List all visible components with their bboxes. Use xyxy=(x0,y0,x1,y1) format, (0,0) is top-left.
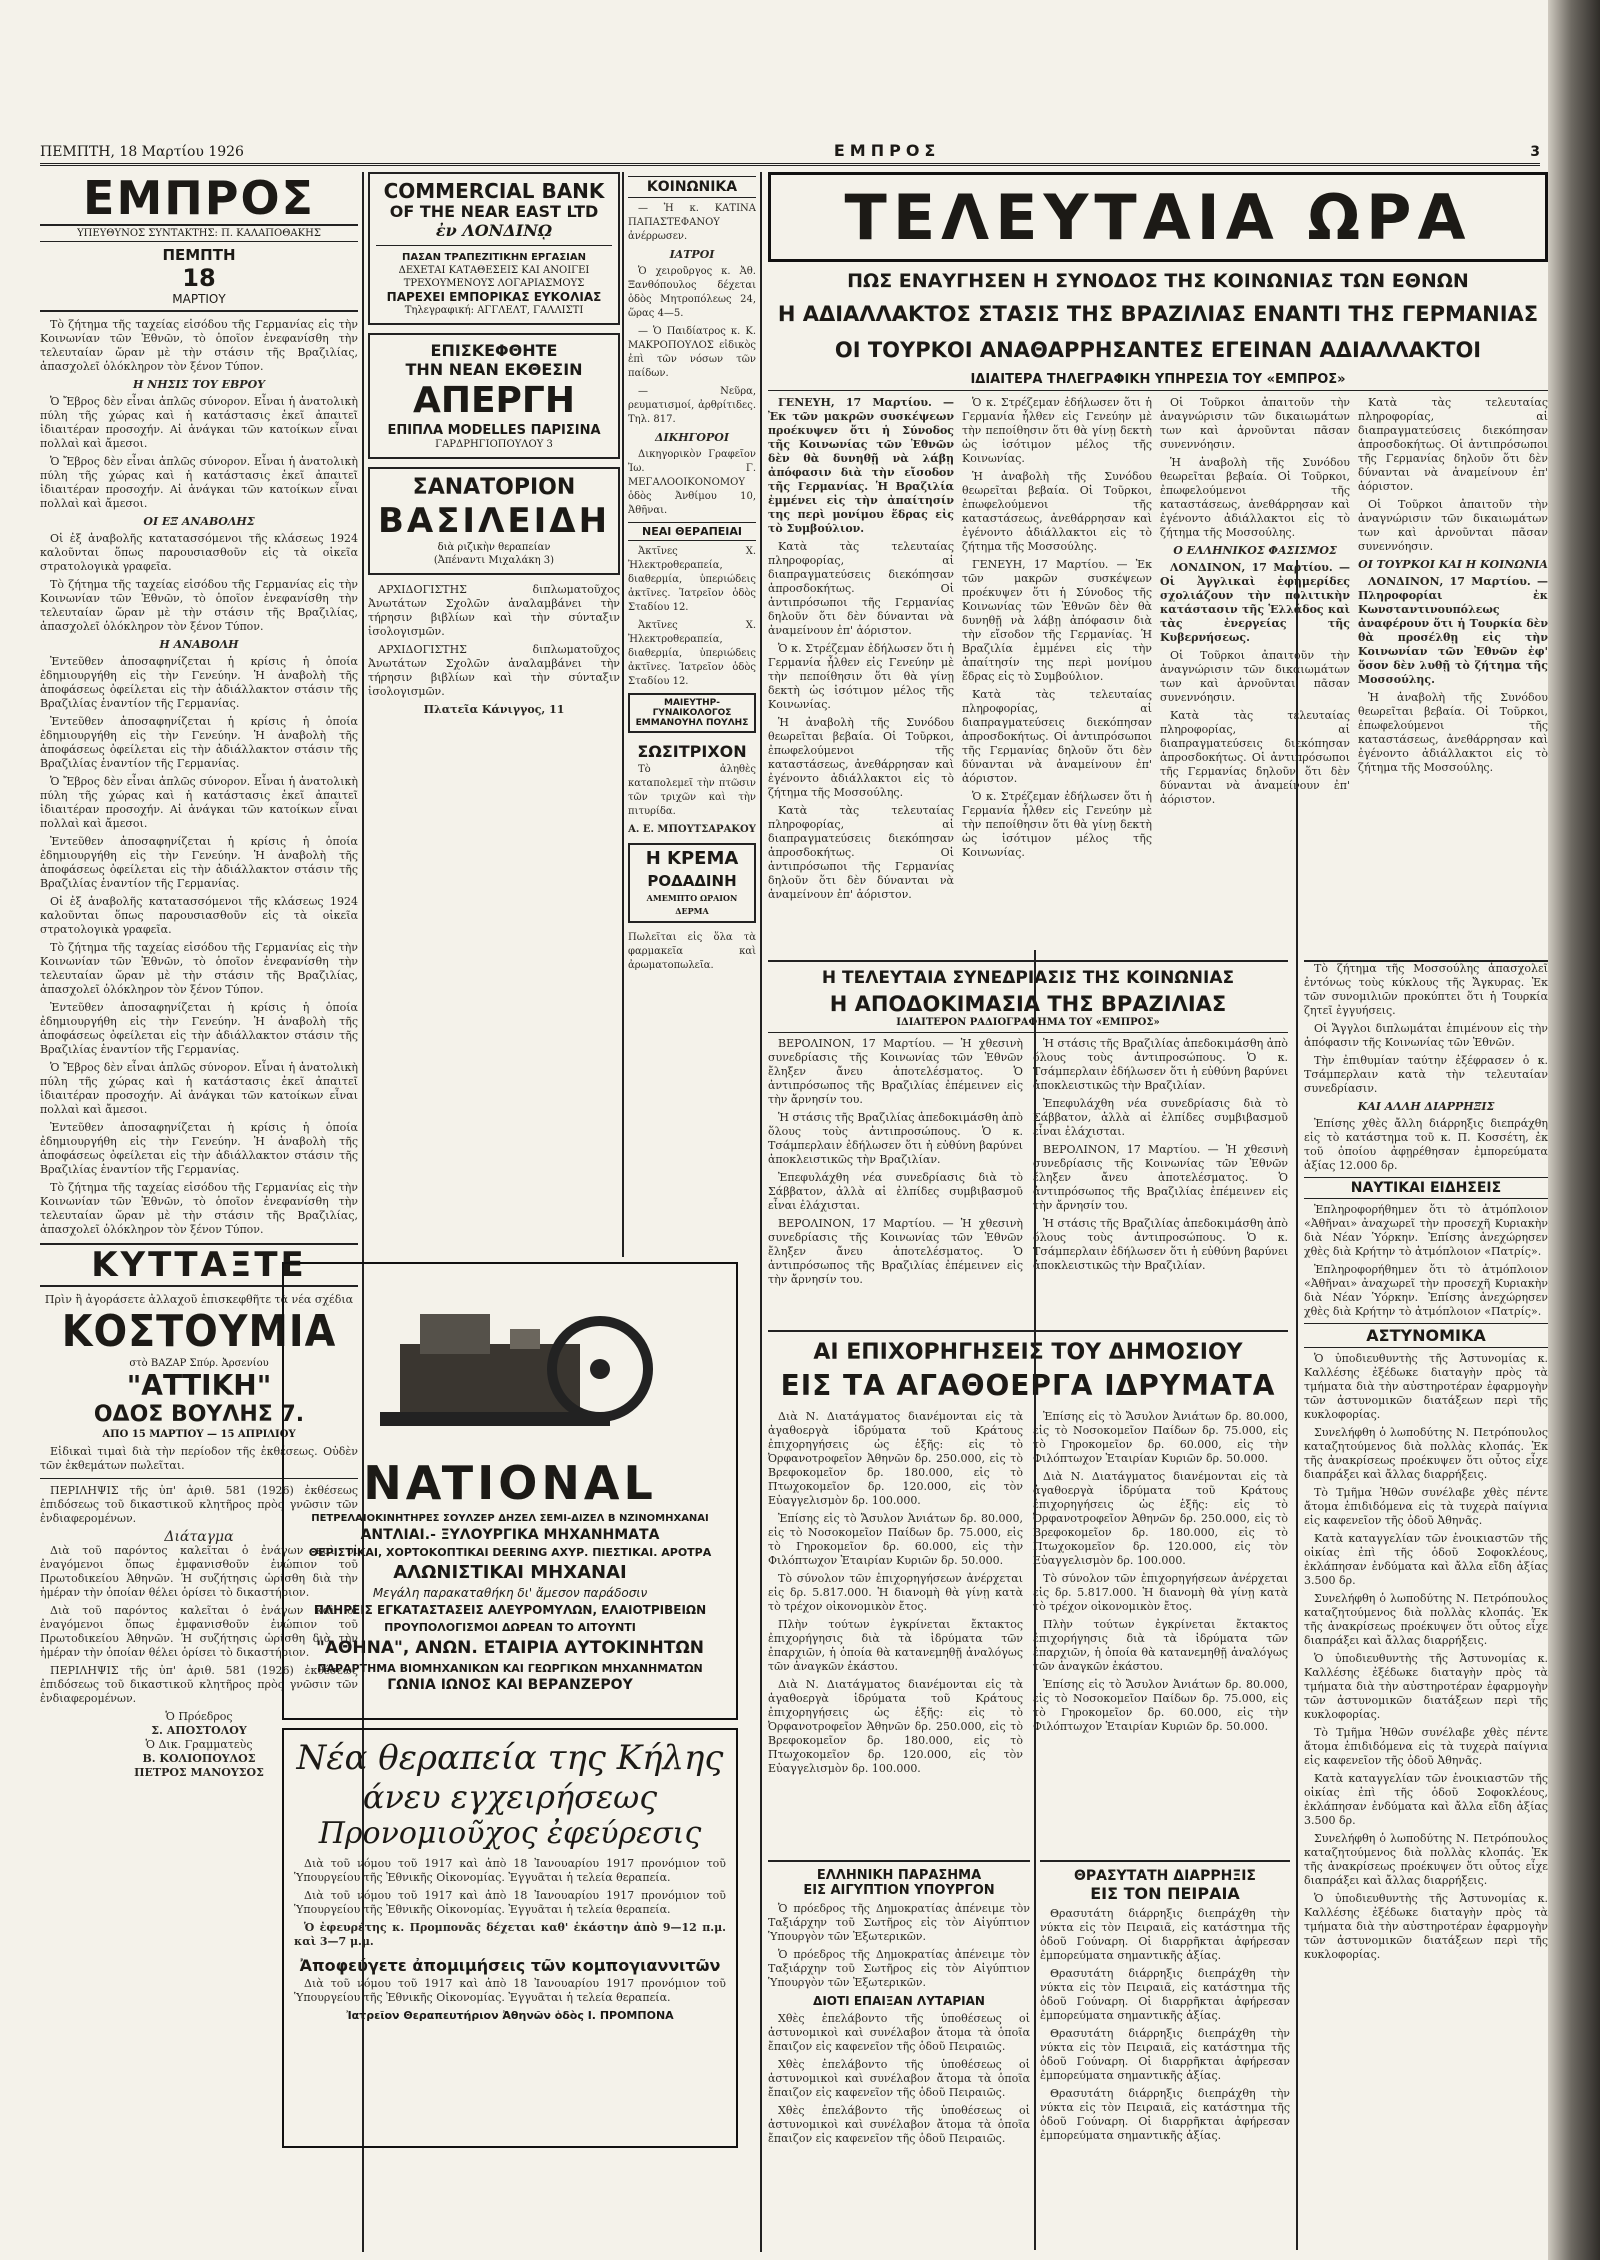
paragraph: Ἐντεῦθεν ἀποσαφηνίζεται ἡ κρίσις ἡ ὁποία ἐδημιουργήθη εἰς τὴν Γενεύην. Ἡ ἀναβολὴ τῆς ἀποφάσεως ὀφείλεται εἰς τὴν ἀδιάλλακτον στάσιν τῆς Βραζιλίας ἐναντίον τῆς Γερμανίας. xyxy=(40,1001,358,1056)
column-3 xyxy=(628,172,756,1257)
paragraph: Ἐντεῦθεν ἀποσαφηνίζεται ἡ κρίσις ἡ ὁποία ἐδημιουργήθη εἰς τὴν Γενεύην. Ἡ ἀναβολὴ τῆς ἀποφάσεως ὀφείλεται εἰς τὴν ἀδιάλλακτον στάσιν τῆς Βραζιλίας ἐναντίον τῆς Γερμανίας. xyxy=(40,655,358,710)
paragraph: Οἱ ἐξ ἀναβολῆς κατατασσόμενοι τῆς κλάσεως 1924 καλοῦνται ὅπως παρουσιασθοῦν εἰς τὰ οἰκεῖα στρατολογικὰ γραφεῖα. xyxy=(40,532,358,573)
paragraph: Ἐπληροφορήθημεν ὅτι τὸ ἀτμόπλοιον «Ἀθῆναι» ἀναχωρεῖ τὴν προσεχῆ Κυριακὴν διὰ Νέαν Ὑόρκην. Ἐπίσης ἀνεχώρησεν χθὲς διὰ Κρήτην τὸ ἀτμόπλοιον «Πατρίς». xyxy=(1304,1203,1548,1258)
paragraph: Πλὴν τούτων ἐγκρίνεται ἔκτακτος ἐπιχορήγησις διὰ τὰ ἱδρύματα τῶν ἐπαρχιῶν, ἡ ὁποία θὰ κατανεμηθῇ ἀναλόγως τῶν ἀναγκῶν ἑκάστου. xyxy=(768,1618,1023,1673)
ad-line: ΒΑΣΙΛΕΙΔΗ xyxy=(377,501,611,541)
ad-line: Νέα θεραπεία της Κήλης xyxy=(296,1738,724,1778)
headline: ΙΔΙΑΙΤΕΡΟΝ ΡΑΔΙΟΓΡΑΦΗΜΑ ΤΟΥ «ΕΜΠΡΟΣ» xyxy=(768,1016,1288,1033)
headline: ΑΙ ΕΠΙΧΟΡΗΓΗΣΕΙΣ ΤΟΥ ΔΗΜΟΣΙΟΥ xyxy=(813,1340,1243,1365)
ad-text xyxy=(628,763,756,837)
paragraph: Πλὴν τούτων ἐγκρίνεται ἔκτακτος ἐπιχορήγησις διὰ τὰ ἱδρύματα τῶν ἐπαρχιῶν, ἡ ὁποία θὰ κατανεμηθῇ ἀναλόγως τῶν ἀναγκῶν ἑκάστου. xyxy=(1033,1618,1288,1673)
ad-bazaar: στὸ ΒΑΖΑΡ Σπύρ. Ἀρσενίου xyxy=(129,1358,269,1369)
paragraph: Ἐντεῦθεν ἀποσαφηνίζεται ἡ κρίσις ἡ ὁποία ἐδημιουργήθη εἰς τὴν Γενεύην. Ἡ ἀναβολὴ τῆς ἀποφάσεως ὀφείλεται εἰς τὴν ἀδιάλλακτον στάσιν τῆς Βραζιλίας ἐναντίον τῆς Γερμανίας. xyxy=(40,1121,358,1176)
headline: ΘΡΑΣΥΤΑΤΗ ΔΙΑΡΡΗΞΙΣ xyxy=(1074,1868,1256,1884)
article-body xyxy=(768,1902,1030,1990)
headline: ΕΙΣ ΑΙΓΥΠΤΙΟΝ ΥΠΟΥΡΓΟΝ xyxy=(803,1883,995,1898)
story-col xyxy=(1033,1037,1288,1291)
ad-line: Η ΚΡΕΜΑ xyxy=(645,848,739,869)
signature: ΠΕΤΡΟΣ ΜΑΝΟΥΣΟΣ xyxy=(134,1766,264,1779)
paragraph: Διὰ τοῦ παρόντος καλεῖται ὁ ἐνάγων καὶ οἱ ἐναγόμενοι ὅπως ἐμφανισθοῦν ἐνώπιον τοῦ Πρωτοδικείου Ἀθηνῶν. Ἡ συζήτησις ὡρίσθη διὰ τὴν ἡμέραν τὴν ὁποίαν θέλει ὁρίσει τὸ δικαστήριον. xyxy=(40,1604,358,1659)
column-rule xyxy=(760,172,762,2252)
director-line: ΥΠΕΥΘΥΝΟΣ ΣΥΝΤΑΚΤΗΣ: Π. ΚΑΛΑΠΟΘΑΚΗΣ xyxy=(40,226,358,242)
subheading: ΔΙΚΗΓΟΡΟΙ xyxy=(654,431,730,444)
story-col xyxy=(768,1410,1023,1780)
paragraph: Κατὰ τὰς τελευταίας πληροφορίας, αἱ διαπραγματεύσεις διεκόπησαν ἀπροσδοκήτως. Οἱ ἀντιπρόσωποι τῆς Γερμανίας δηλοῦν ὅτι δὲν δύνανται νὰ ἀναμείνουν ἐπ' ἀόριστον. xyxy=(768,804,954,901)
headline: ΔΙΟΤΙ ΕΠΑΙΞΑΝ ΛΥΤΑΡΙΑΝ xyxy=(813,1994,985,2008)
headline: ΙΔΙΑΙΤΕΡΑ ΤΗΛΕΓΡΑΦΙΚΗ ΥΠΗΡΕΣΙΑ ΤΟΥ «ΕΜΠΡΟΣ» xyxy=(768,372,1548,391)
paragraph: ΒΕΡΟΛΙΝΟΝ, 17 Μαρτίου. — Ἡ χθεσινὴ συνεδρίασις τῆς Κοινωνίας τῶν Ἐθνῶν ἔληξεν ἄνευ ἀποτελέσματος. Ὁ ἀντιπρόσωπος τῆς Βραζιλίας ἐπέμεινεν εἰς τὴν ἄρνησίν του. xyxy=(768,1217,1023,1286)
paragraph: ΓΕΝΕΥΗ, 17 Μαρτίου. — Ἐκ τῶν μακρῶν συσκέψεων προέκυψεν ὅτι ἡ Σύνοδος τῆς Κοινωνίας τῶν Ἐθνῶν δὲν θὰ δυνηθῇ νὰ λάβῃ ἀπόφασιν διὰ τὴν εἴσοδον τῆς Γερμανίας. Ἡ Βραζιλία ἐμμένει εἰς τὴν ἀπαίτησίν της περὶ μονίμου ἕδρας εἰς τὸ Συμβούλιον. xyxy=(962,558,1152,683)
paragraph: Ἡ ἀναβολὴ τῆς Συνόδου θεωρεῖται βεβαία. Οἱ Τοῦρκοι, ἐπωφελούμενοι τῆς καταστάσεως, ἀνεθάρρησαν καὶ ἐγένοντο ἀδιάλλακτοι εἰς τὸ ζήτημα τῆς Μοσσούλης. xyxy=(768,716,954,799)
masthead-title: ΕΜΠΡΟΣ xyxy=(40,172,358,226)
running-head-title: ΕΜΠΡΟΣ xyxy=(833,141,941,160)
paragraph: Ἐντεῦθεν ἀποσαφηνίζεται ἡ κρίσις ἡ ὁποία ἐδημιουργήθη εἰς τὴν Γενεύην. Ἡ ἀναβολὴ τῆς ἀποφάσεως ὀφείλεται εἰς τὴν ἀδιάλλακτον στάσιν τῆς Βραζιλίας ἐναντίον τῆς Γερμανίας. xyxy=(40,715,358,770)
paragraph: Ὁ ὑποδιευθυντὴς τῆς Ἀστυνομίας κ. Καλλέσης ἐξέδωκε διαταγὴν πρὸς τὰ τμήματα διὰ τὴν αὐστηροτέραν ἐφαρμογὴν τῶν ἀστυνομικῶν διατάξεων περὶ τῆς κυκλοφορίας. xyxy=(1304,1352,1548,1421)
paragraph: Κατὰ καταγγελίαν τῶν ἐνοικιαστῶν τῆς οἰκίας ἐπὶ τῆς ὁδοῦ Σοφοκλέους, ἐκλάπησαν ἐνδύματα καὶ ἄλλα εἴδη ἀξίας 3.500 δρ. xyxy=(1304,1532,1548,1587)
article-body xyxy=(628,202,756,518)
paragraph: Ὁ κ. Στρέζεμαν ἐδήλωσεν ὅτι ἡ Γερμανία ἦλθεν εἰς Γενεύην μὲ τὴν πεποίθησιν ὅτι θὰ γίνῃ δεκτὴ ὡς ἰσότιμον μέλος τῆς Κοινωνίας. xyxy=(962,396,1152,465)
paragraph: Διὰ Ν. Διατάγματος διανέμονται εἰς τὰ ἀγαθοεργὰ ἱδρύματα τοῦ Κράτους ἐπιχορηγήσεις ὡς ἑξῆς: εἰς τὸ Ὀρφανοτροφεῖον Ἀθηνῶν δρ. 250.000, εἰς τὸ Βρεφοκομεῖον δρ. 180.000, εἰς τὸ Πτωχοκομεῖον δρ. 120.000, εἰς τὸν Εὐαγγελισμὸν δρ. 100.000. xyxy=(1033,1470,1288,1567)
article-body xyxy=(1040,1907,1290,2143)
paragraph: Ὁ ὑποδιευθυντὴς τῆς Ἀστυνομίας κ. Καλλέσης ἐξέδωκε διαταγὴν πρὸς τὰ τμήματα διὰ τὴν αὐστηροτέραν ἐφαρμογὴν τῶν ἀστυνομικῶν διατάξεων περὶ τῆς κυκλοφορίας. xyxy=(1304,1892,1548,1961)
headline: ΕΙΣ ΤΑ ΑΓΑΘΟΕΡΓΑ ΙΔΡΥΜΑΤΑ xyxy=(780,1369,1276,1402)
paragraph: Ἡ στάσις τῆς Βραζιλίας ἀπεδοκιμάσθη ἀπὸ ὅλους τοὺς ἀντιπροσώπους. Ὁ κ. Τσάμπερλαιν ἐδήλωσεν ὅτι ἡ εὐθύνη βαρύνει ἀποκλειστικῶς τὴν Βραζιλίαν. xyxy=(768,1111,1023,1166)
signature: Σ. ΑΠΟΣΤΟΛΟΥ xyxy=(151,1724,247,1737)
paragraph: Οἱ Τοῦρκοι ἀπαιτοῦν τὴν ἀναγνώρισιν τῶν δικαιωμάτων των καὶ ἀρνοῦνται πᾶσαν συνεννόησιν. xyxy=(1160,649,1350,704)
third-story xyxy=(768,1330,1288,1850)
paragraph: Διὰ τοῦ παρόντος καλεῖται ὁ ἐνάγων καὶ οἱ ἐναγόμενοι ὅπως ἐμφανισθοῦν ἐνώπιον τοῦ Πρωτοδικείου Ἀθηνῶν. Ἡ συζήτησις ὡρίσθη διὰ τὴν ἡμέραν τὴν ὁποίαν θέλει ὁρίσει τὸ δικαστήριον. xyxy=(40,1544,358,1599)
paragraph: Θρασυτάτη διάρρηξις διεπράχθη τὴν νύκτα εἰς τὸν Πειραιᾶ, εἰς κατάστημα τῆς ὁδοῦ Γούναρη. Οἱ διαρρῆκται ἀφήρεσαν ἐμπορεύματα σημαντικῆς ἀξίας. xyxy=(1040,2027,1290,2082)
article-body xyxy=(1304,1203,1548,1319)
paragraph: — Νεῦρα, ρευματισμοί, ἀρθρίτιδες. Τηλ. 817. xyxy=(628,386,756,425)
ad-nea-therapeia xyxy=(282,1728,738,2148)
running-head xyxy=(40,140,1540,166)
paragraph: Ἐπίσης εἰς τὸ Ἄσυλον Ἀνιάτων δρ. 80.000, εἰς τὸ Νοσοκομεῖον Παίδων δρ. 75.000, εἰς τὸ Γηροκομεῖον δρ. 60.000, εἰς τὴν Φιλόπτωχον Ἑταιρίαν Κυριῶν δρ. 50.000. xyxy=(768,1512,1023,1567)
ad-line: ΑΛΩΝΙΣΤΙΚΑΙ ΜΗΧΑΝΑΙ xyxy=(393,1562,627,1583)
ad-archilogistis xyxy=(368,583,620,717)
subheading: ΙΑΤΡΟΙ xyxy=(669,248,715,261)
main-story-col-3 xyxy=(1160,396,1350,956)
article-body xyxy=(40,318,358,1237)
second-story xyxy=(768,960,1288,1320)
subheading: ΟΙ ΕΞ ΑΝΑΒΟΛΗΣ xyxy=(143,515,255,528)
ad-body xyxy=(284,1857,736,1949)
paragraph: Οἱ Τοῦρκοι ἀπαιτοῦν τὴν ἀναγνώρισιν τῶν δικαιωμάτων των καὶ ἀρνοῦνται πᾶσαν συνεννόησιν. xyxy=(1358,498,1548,553)
signature: Β. ΚΟΛΙΟΠΟΥΛΟΣ xyxy=(142,1752,256,1765)
paragraph: Τὸ ζήτημα τῆς Μοσσούλης ἀπασχολεῖ ἐντόνως τοὺς κύκλους τῆς Ἄγκυρας. Ἐκ τῶν συνομιλιῶν προκύπτει ὅτι ἡ Τουρκία ζητεῖ ἐγγυήσεις. xyxy=(1304,962,1548,1017)
bottom-story-left xyxy=(768,1860,1030,2250)
paragraph: — Ἡ κ. ΚΑΤΙΝΑ ΠΑΠΑΣΤΕΦΑΝΟΥ ἀνέρρωσεν. xyxy=(628,203,756,242)
scan-edge xyxy=(1548,0,1600,2260)
paragraph: ΒΕΡΟΛΙΝΟΝ, 17 Μαρτίου. — Ἡ χθεσινὴ συνεδρίασις τῆς Κοινωνίας τῶν Ἐθνῶν ἔληξεν ἄνευ ἀποτελέσματος. Ὁ ἀντιπρόσωπος τῆς Βραζιλίας ἐπέμεινεν εἰς τὴν ἄρνησίν του. xyxy=(1033,1143,1288,1212)
ad-line: άνευ εγχειρήσεως xyxy=(362,1778,658,1816)
paragraph: Ἡ στάσις τῆς Βραζιλίας ἀπεδοκιμάσθη ἀπὸ ὅλους τοὺς ἀντιπροσώπους. Ὁ κ. Τσάμπερλαιν ἐδήλωσεν ὅτι ἡ εὐθύνη βαρύνει ἀποκλειστικῶς τὴν Βραζιλίαν. xyxy=(1033,1037,1288,1092)
national-title: NATIONAL xyxy=(363,1456,657,1510)
ad-kyttaxte: ΚΥΤΤΑΞΤΕ xyxy=(40,1243,358,1287)
paragraph: Τὴν ἐπιθυμίαν ταύτην ἐξέφρασεν ὁ κ. Τσάμπερλαιν κατὰ τὴν τελευταίαν συνεδρίασιν. xyxy=(1304,1054,1548,1095)
ad-sanatorium xyxy=(368,467,620,575)
paragraph: Ὁ χειροῦργος κ. Ἀθ. Ξανθόπουλος δέχεται ὁδὸς Μητροπόλεως 24, ὥρας 4—5. xyxy=(628,266,756,319)
bank-line: OF THE NEAR EAST LTD xyxy=(389,202,599,221)
ad-maieutir xyxy=(628,693,756,733)
section-koinonika: ΚΟΙΝΩΝΙΚΑ xyxy=(628,176,756,198)
paragraph: Ἡ ἀναβολὴ τῆς Συνόδου θεωρεῖται βεβαία. Οἱ Τοῦρκοι, ἐπωφελούμενοι τῆς καταστάσεως, ἀνεθάρρησαν καὶ ἐγένοντο ἀδιάλλακτοι εἰς τὸ ζήτημα τῆς Μοσσούλης. xyxy=(1358,691,1548,774)
banner-teleftaia-ora xyxy=(768,172,1548,262)
paragraph: Ἀκτῖνες Χ. Ἠλεκτροθεραπεία, διαθερμία, ὑπεριώδεις ἀκτῖνες. Ἰατρεῖον ὁδὸς Σταδίου 12. xyxy=(628,620,756,687)
ad-line: ΕΠΙΠΛΑ MODELLES ΠΑΡΙΣΙΝΑ xyxy=(387,423,601,438)
bottom-story-right xyxy=(1040,1860,1290,2250)
headline: ΟΙ ΤΟΥΡΚΟΙ ΑΝΑΘΑΡΡΗΣΑΝΤΕΣ ΕΓΕΙΝΑΝ ΑΔΙΑΛΛΑΚΤΟΙ xyxy=(834,338,1482,362)
headline: Η ΑΠΟΔΟΚΙΜΑΣΙΑ ΤΗΣ ΒΡΑΖΙΛΙΑΣ xyxy=(829,992,1227,1016)
ad-line: ΜΑΙΕΥΤΗΡ-ΓΥΝΑΙΚΟΛΟΓΟΣ xyxy=(652,698,732,718)
paragraph: Εἰδικαὶ τιμαὶ διὰ τὴν περίοδον τῆς ἐκθέσεως. Οὐδὲν τῶν ἐκθεμάτων πωλεῖται. xyxy=(40,1445,358,1472)
ad-line: Προνομιοῦχος ἐφεύρεσις xyxy=(318,1816,702,1851)
article-body xyxy=(768,2012,1030,2146)
ad-line: ΓΩΝΙΑ ΙΩΝΟΣ ΚΑΙ ΒΕΡΑΝΖΕΡΟΥ xyxy=(387,1677,633,1693)
signature: Ὁ Δικ. Γραμματεὺς xyxy=(145,1738,253,1751)
paragraph: ΠΕΡΙΛΗΨΙΣ τῆς ὑπ' ἀριθ. 581 (1926) ἐκθέσεως ἐπιδόσεως τοῦ δικαστικοῦ κλητῆρος πρὸς γνῶσιν τῶν ἐνδιαφερομένων. xyxy=(40,1664,358,1705)
subheading: Ο ΕΛΛΗΝΙΚΟΣ ΦΑΣΙΣΜΟΣ xyxy=(1173,544,1337,557)
date-block xyxy=(40,242,358,312)
main-story-col-1 xyxy=(768,396,954,956)
ad-line: ΠΡΟΥΠΟΛΟΓΙΣΜΟΙ ΔΩΡΕΑΝ ΤΟ ΑΙΤΟΥΝΤΙ xyxy=(384,1621,636,1634)
paragraph: ΑΡΧΙΔΟΓΙΣΤΗΣ διπλωματοῦχος Ἀνωτάτων Σχολῶν ἀναλαμβάνει τὴν τήρησιν βιβλίων καὶ τὴν σύνταξιν ἰσολογισμῶν. xyxy=(368,643,620,698)
column-2 xyxy=(368,172,620,1252)
paragraph: Θρασυτάτη διάρρηξις διεπράχθη τὴν νύκτα εἰς τὸν Πειραιᾶ, εἰς κατάστημα τῆς ὁδοῦ Γούναρη. Οἱ διαρρῆκται ἀφήρεσαν ἐμπορεύματα σημαντικῆς ἀξίας. xyxy=(1040,1907,1290,1962)
paragraph: Κατὰ τὰς τελευταίας πληροφορίας, αἱ διαπραγματεύσεις διεκόπησαν ἀπροσδοκήτως. Οἱ ἀντιπρόσωποι τῆς Γερμανίας δηλοῦν ὅτι δὲν δύνανται νὰ ἀναμείνουν ἐπ' ἀόριστον. xyxy=(1160,709,1350,806)
ad-period: ΑΠΟ 15 ΜΑΡΤΙΟΥ — 15 ΑΠΡΙΛΙΟΥ xyxy=(102,1429,296,1440)
article-body xyxy=(1304,1352,1548,1962)
paragraph: Ὁ ὑποδιευθυντὴς τῆς Ἀστυνομίας κ. Καλλέσης ἐξέδωκε διαταγὴν πρὸς τὰ τμήματα διὰ τὴν αὐστηροτέραν ἐφαρμογὴν τῶν ἀστυνομικῶν διατάξεων περὶ τῆς κυκλοφορίας. xyxy=(1304,1652,1548,1721)
ad-attiki: "ΑΤΤΙΚΗ" xyxy=(126,1369,272,1402)
paragraph: Κατὰ τὰς τελευταίας πληροφορίας, αἱ διαπραγματεύσεις διεκόπησαν ἀπροσδοκήτως. Οἱ ἀντιπρόσωποι τῆς Γερμανίας δηλοῦν ὅτι δὲν δύνανται νὰ ἀναμείνουν ἐπ' ἀόριστον. xyxy=(1358,396,1548,493)
story-col xyxy=(768,1037,1023,1291)
paragraph: Ἀκτῖνες Χ. Ἠλεκτροθεραπεία, διαθερμία, ὑπεριώδεις ἀκτῖνες. Ἰατρεῖον ὁδὸς Σταδίου 12. xyxy=(628,546,756,613)
ad-line: ΑΜΕΜΠΤΟ ΩΡΑΙΟΝ ΔΕΡΜΑ xyxy=(646,893,738,916)
engine-illustration xyxy=(360,1274,660,1444)
paragraph: Ἐπεφυλάχθη νέα συνεδρίασις διὰ τὸ Σάββατον, ἀλλὰ αἱ ἐλπίδες συμβιβασμοῦ εἶναι ἐλάχισται. xyxy=(1033,1097,1288,1138)
bank-line: Τηλεγραφική: ΑΓΓΛΕΛΤ, ΓΑΛΛΙΣΤΙ xyxy=(404,305,584,316)
ad-line: ΑΝΤΛΙΑΙ.- ΞΥΛΟΥΡΓΙΚΑ ΜΗΧΑΝΗΜΑΤΑ xyxy=(360,1527,660,1543)
paragraph: Χθὲς ἐπελάβοντο τῆς ὑποθέσεως οἱ ἀστυνομικοὶ καὶ συνέλαβον ἄτομα τὰ ὁποῖα ἔπαιζον εἰς καφενεῖον τῆς ὁδοῦ Πειραιῶς. xyxy=(768,2104,1030,2145)
subheading: ΟΙ ΤΟΥΡΚΟΙ ΚΑΙ Η ΚΟΙΝΩΝΙΑ xyxy=(1358,558,1548,571)
paragraph: Οἱ Ἄγγλοι διπλωμάται ἐπιμένουν εἰς τὴν ἀπόφασιν τῆς Κοινωνίας τῶν Ἐθνῶν. xyxy=(1304,1022,1548,1049)
paragraph: Δικηγορικὸν Γραφεῖον Ἰω. Γ. ΜΕΓΑΛΟΟΙΚΟΝΟΜΟΥ ὁδὸς Ἀνθίμου 10, Ἀθῆναι. xyxy=(628,449,756,516)
paragraph: Τὸ ἀληθὲς καταπολεμεῖ τὴν πτῶσιν τῶν τριχῶν καὶ τὴν πιτυρίδα. xyxy=(628,764,756,817)
ad-line: (Ἀπέναντι Μιχαλάκη 3) xyxy=(433,555,555,566)
ad-line: ΠΑΡΑΡΤΗΜΑ ΒΙΟΜΗΧΑΝΙΚΩΝ ΚΑΙ ΓΕΩΡΓΙΚΩΝ ΜΗΧΑΝΗΜΑΤΩΝ xyxy=(317,1662,703,1675)
paragraph: Οἱ Τοῦρκοι ἀπαιτοῦν τὴν ἀναγνώρισιν τῶν δικαιωμάτων των καὶ ἀρνοῦνται πᾶσαν συνεννόησιν. xyxy=(1160,396,1350,451)
paragraph: Τὸ σύνολον τῶν ἐπιχορηγήσεων ἀνέρχεται εἰς δρ. 5.817.000. Ἡ διανομὴ θὰ γίνῃ κατὰ τὸ τρέχον οἰκονομικὸν ἔτος. xyxy=(768,1572,1023,1613)
paragraph: ΠΕΡΙΛΗΨΙΣ τῆς ὑπ' ἀριθ. 581 (1926) ἐκθέσεως ἐπιδόσεως τοῦ δικαστικοῦ κλητῆρος πρὸς γνῶσιν τῶν ἐνδιαφερομένων. xyxy=(40,1484,358,1525)
paragraph: Ὁ πρόεδρος τῆς Δημοκρατίας ἀπένειμε τὸν Ταξιάρχην τοῦ Σωτῆρος εἰς τὸν Αἰγύπτιον Ὑπουργὸν τῶν Ἐξωτερικῶν. xyxy=(768,1902,1030,1943)
ad-line: διὰ ριζικὴν θεραπείαν xyxy=(437,542,551,553)
page-number: 3 xyxy=(1530,144,1540,160)
paragraph: ΒΕΡΟΛΙΝΟΝ, 17 Μαρτίου. — Ἡ χθεσινὴ συνεδρίασις τῆς Κοινωνίας τῶν Ἐθνῶν ἔληξεν ἄνευ ἀποτελέσματος. Ὁ ἀντιπρόσωπος τῆς Βραζιλίας ἐπέμεινεν εἰς τὴν ἄρνησίν του. xyxy=(768,1037,1023,1106)
ad-national xyxy=(282,1262,738,1720)
section-naftikai: ΝΑΥΤΙΚΑΙ ΕΙΔΗΣΕΙΣ xyxy=(1304,1177,1548,1199)
ad-line: Α. Ε. ΜΠΟΥΤΣΑΡΑΚΟΥ xyxy=(628,824,756,835)
paragraph: Ἡ ἀναβολὴ τῆς Συνόδου θεωρεῖται βεβαία. Οἱ Τοῦρκοι, ἐπωφελούμενοι τῆς καταστάσεως, ἀνεθάρρησαν καὶ ἐγένοντο ἀδιάλλακτοι εἰς τὸ ζήτημα τῆς Μοσσούλης. xyxy=(962,470,1152,553)
subheading: Η ΑΝΑΒΟΛΗ xyxy=(159,638,239,651)
ad-commercial-bank xyxy=(368,172,620,325)
paragraph: Τὸ Τμῆμα Ἠθῶν συνέλαβε χθὲς πέντε ἄτομα ἐπιδιδόμενα εἰς τὰ τυχερὰ παίγνια εἰς καφενεῖον τῆς ὁδοῦ Ἀθηνᾶς. xyxy=(1304,1726,1548,1767)
paragraph: Κατὰ τὰς τελευταίας πληροφορίας, αἱ διαπραγματεύσεις διεκόπησαν ἀπροσδοκήτως. Οἱ ἀντιπρόσωποι τῆς Γερμανίας δηλοῦν ὅτι δὲν δύνανται νὰ ἀναμείνουν ἐπ' ἀόριστον. xyxy=(768,540,954,637)
month-name: ΜΑΡΤΙΟΥ xyxy=(172,292,226,306)
ad-text: Πωλεῖται εἰς ὅλα τὰ φαρμακεῖα καὶ ἀρωματοπωλεῖα. xyxy=(628,932,756,971)
ad-apergi xyxy=(368,333,620,459)
paragraph: ΓΕΝΕΥΗ, 17 Μαρτίου. — Ἐκ τῶν μακρῶν συσκέψεων προέκυψεν ὅτι ἡ Σύνοδος τῆς Κοινωνίας τῶν Ἐθνῶν δὲν θὰ δυνηθῇ νὰ λάβῃ ἀπόφασιν διὰ τὴν εἴσοδον τῆς Γερμανίας. Ἡ Βραζιλία ἐμμένει εἰς τὴν ἀπαίτησίν της περὶ μονίμου ἕδρας εἰς τὸ Συμβούλιον. xyxy=(768,396,954,535)
paragraph: Ὁ Ἔβρος δὲν εἶναι ἁπλῶς σύνορον. Εἶναι ἡ ἀνατολικὴ πύλη τῆς χώρας καὶ ἡ κατάστασις ἐκεῖ ἀπαιτεῖ ἰδιαιτέραν προσοχήν. Αἱ ἀνάγκαι τῶν κατοίκων εἶναι πολλαὶ καὶ ἄμεσοι. xyxy=(40,775,358,830)
paragraph: Χθὲς ἐπελάβοντο τῆς ὑποθέσεως οἱ ἀστυνομικοὶ καὶ συνέλαβον ἄτομα τὰ ὁποῖα ἔπαιζον εἰς καφενεῖον τῆς ὁδοῦ Πειραιῶς. xyxy=(768,2058,1030,2099)
paragraph: Συνελήφθη ὁ λωποδύτης Ν. Πετρόπουλος καταζητούμενος διὰ πολλὰς κλοπάς. Ἐκ τῆς ἀνακρίσεως προέκυψεν ὅτι οὗτος εἶχε διαπράξει καὶ ἄλλας διαρρήξεις. xyxy=(1304,1832,1548,1887)
ad-text: Πρὶν ἢ ἀγοράσετε ἀλλαχοῦ ἐπισκεφθῆτε τὰ νέα σχέδια xyxy=(44,1293,354,1306)
paragraph: Ὁ Ἔβρος δὲν εἶναι ἁπλῶς σύνορον. Εἶναι ἡ ἀνατολικὴ πύλη τῆς χώρας καὶ ἡ κατάστασις ἐκεῖ ἀπαιτεῖ ἰδιαιτέραν προσοχήν. Αἱ ἀνάγκαι τῶν κατοίκων εἶναι πολλαὶ καὶ ἄμεσοι. xyxy=(40,1061,358,1116)
paragraph: Ἐπίσης εἰς τὸ Ἄσυλον Ἀνιάτων δρ. 80.000, εἰς τὸ Νοσοκομεῖον Παίδων δρ. 75.000, εἰς τὸ Γηροκομεῖον δρ. 60.000, εἰς τὴν Φιλόπτωχον Ἑταιρίαν Κυριῶν δρ. 50.000. xyxy=(1033,1410,1288,1465)
ad-line: ΡΟΔΑΔΙΝΗ xyxy=(647,872,737,890)
day-name: ΠΕΜΠΤΗ xyxy=(162,246,236,264)
paragraph: Ἡ στάσις τῆς Βραζιλίας ἀπεδοκιμάσθη ἀπὸ ὅλους τοὺς ἀντιπροσώπους. Ὁ κ. Τσάμπερλαιν ἐδήλωσεν ὅτι ἡ εὐθύνη βαρύνει ἀποκλειστικῶς τὴν Βραζιλίαν. xyxy=(1033,1217,1288,1272)
bank-line: ἐν ΛΟΝΔΙΝῼ xyxy=(435,221,553,240)
ad-line: ΓΑΡΔΡΗΓΙΟΠΟΥΛΟΥ 3 xyxy=(435,439,553,450)
ad-line: Ἀποφεύγετε ἀπομιμήσεις τῶν κομπογιαννιτῶν xyxy=(299,1956,721,1975)
paragraph: ΛΟΝΔΙΝΟΝ, 17 Μαρτίου. — Οἱ Ἀγγλικαὶ ἐφημερίδες σχολιάζουν τὴν πολιτικὴν κατάστασιν τῆς Ἑλλάδος καὶ τὰς ἐνεργείας τῆς Κυβερνήσεως. xyxy=(1160,561,1350,644)
paragraph: Ἐπίσης εἰς τὸ Ἄσυλον Ἀνιάτων δρ. 80.000, εἰς τὸ Νοσοκομεῖον Παίδων δρ. 75.000, εἰς τὸ Γηροκομεῖον δρ. 60.000, εἰς τὴν Φιλόπτωχον Ἑταιρίαν Κυριῶν δρ. 50.000. xyxy=(1033,1678,1288,1733)
ad-line: ΤΗΝ ΝΕΑΝ ΕΚΘΕΣΙΝ xyxy=(405,360,583,379)
paragraph: Ἐπεφυλάχθη νέα συνεδρίασις διὰ τὸ Σάββατον, ἀλλὰ αἱ ἐλπίδες συμβιβασμοῦ εἶναι ἐλάχισται. xyxy=(768,1171,1023,1212)
section-neai-therapeiai: ΝΕΑΙ ΘΕΡΑΠΕΙΑΙ xyxy=(628,522,756,541)
paragraph: Ὁ κ. Στρέζεμαν ἐδήλωσεν ὅτι ἡ Γερμανία ἦλθεν εἰς Γενεύην μὲ τὴν πεποίθησιν ὅτι θὰ γίνῃ δεκτὴ ὡς ἰσότιμον μέλος τῆς Κοινωνίας. xyxy=(768,642,954,711)
paragraph: Τὸ Τμῆμα Ἠθῶν συνέλαβε χθὲς πέντε ἄτομα ἐπιδιδόμενα εἰς τὰ τυχερὰ παίγνια εἰς καφενεῖον τῆς ὁδοῦ Ἀθηνᾶς. xyxy=(1304,1486,1548,1527)
paragraph: Κατὰ καταγγελίαν τῶν ἐνοικιαστῶν τῆς οἰκίας ἐπὶ τῆς ὁδοῦ Σοφοκλέους, ἐκλάπησαν ἐνδύματα καὶ ἄλλα εἴδη ἀξίας 3.500 δρ. xyxy=(1304,1772,1548,1827)
article-body xyxy=(1304,962,1548,1173)
ad-krema xyxy=(628,843,756,923)
paragraph: — Ὁ Παιδίατρος κ. Κ. ΜΑΚΡΟΠΟΥΛΟΣ εἰδικὸς ἐπὶ τῶν νόσων τῶν παίδων. xyxy=(628,326,756,379)
signature: Ὁ Πρόεδρος xyxy=(165,1710,233,1723)
paragraph: Τὸ ζήτημα τῆς ταχείας εἰσόδου τῆς Γερμανίας εἰς τὴν Κοινωνίαν τῶν Ἐθνῶν, τὸ ὁποῖον ἐνεφανίσθη τὴν τελευταίαν ὥραν μὲ τὴν στάσιν τῆς Βραζιλίας, ἀπασχολεῖ ὁλόκληρον τὸν ξένον Τύπον. xyxy=(40,318,358,373)
paragraph: Τὸ ζήτημα τῆς ταχείας εἰσόδου τῆς Γερμανίας εἰς τὴν Κοινωνίαν τῶν Ἐθνῶν, τὸ ὁποῖον ἐνεφανίσθη τὴν τελευταίαν ὥραν μὲ τὴν στάσιν τῆς Βραζιλίας, ἀπασχολεῖ ὁλόκληρον τὸν ξένον Τύπον. xyxy=(40,1181,358,1236)
diatagma-heading: Διάταγμα xyxy=(164,1529,234,1545)
paragraph: Ὁ κ. Στρέζεμαν ἐδήλωσεν ὅτι ἡ Γερμανία ἦλθεν εἰς Γενεύην μὲ τὴν πεποίθησιν ὅτι θὰ γίνῃ δεκτὴ ὡς ἰσότιμον μέλος τῆς Κοινωνίας. xyxy=(962,790,1152,859)
ad-line: ΘΕΡΙΣΤΙΚΑΙ, ΧΟΡΤΟΚΟΠΤΙΚΑΙ DEERING ΑΧΥΡ. ΠΙΕΣΤΙΚΑΙ. ΑΡΟΤΡΑ xyxy=(308,1546,712,1559)
ad-kostoumia: ΚΟΣΤΟΥΜΙΑ xyxy=(61,1306,337,1357)
bank-name: COMMERCIAL BANK xyxy=(383,179,605,203)
bank-line: ΔΕΧΕΤΑΙ ΚΑΤΑΘΕΣΕΙΣ ΚΑΙ ΑΝΟΙΓΕΙ ΤΡΕΧΟΥΜΕΝΟΥΣ ΛΟΓΑΡΙΑΣΜΟΥΣ xyxy=(398,265,590,289)
paragraph: Ὁ Ἔβρος δὲν εἶναι ἁπλῶς σύνορον. Εἶναι ἡ ἀνατολικὴ πύλη τῆς χώρας καὶ ἡ κατάστασις ἐκεῖ ἀπαιτεῖ ἰδιαιτέραν προσοχήν. Αἱ ἀνάγκαι τῶν κατοίκων εἶναι πολλαὶ καὶ ἄμεσοι. xyxy=(40,395,358,450)
headline: ΕΛΛΗΝΙΚΗ ΠΑΡΑΣΗΜΑ xyxy=(816,1868,982,1883)
ad-line: ΠΛΗΡΕΙΣ ΕΓΚΑΤΑΣΤΑΣΕΙΣ ΑΛΕΥΡΟΜΥΛΩΝ, ΕΛΑΙΟΤΡΙΒΕΙΩΝ xyxy=(313,1603,707,1617)
ad-line: ΠΕΤΡΕΛΑΙΟΚΙΝΗΤΗΡΕΣ ΣΟΥΛΖΕΡ ΔΗΖΕΛ ΣΕΜΙ-ΔΙΖΕΛ Β ΝΖΙΝΟΜΗΧΑΝΑΙ xyxy=(311,1513,709,1524)
paragraph: Ὁ πρόεδρος τῆς Δημοκρατίας ἀπένειμε τὸν Ταξιάρχην τοῦ Σωτῆρος εἰς τὸν Αἰγύπτιον Ὑπουργὸν τῶν Ἐξωτερικῶν. xyxy=(768,1948,1030,1989)
ad-line: ΕΜΜΑΝΟΥΗΛ ΠΟΥΛΗΣ xyxy=(635,718,749,728)
headline: Η ΤΕΛΕΥΤΑΙΑ ΣΥΝΕΔΡΙΑΣΙΣ ΤΗΣ ΚΟΙΝΩΝΙΑΣ xyxy=(821,968,1235,988)
column-rule xyxy=(622,172,624,1257)
main-story-col-2 xyxy=(962,396,1152,956)
paragraph: Διὰ τοῦ νόμου τοῦ 1917 καὶ ἀπὸ 18 Ἰανουαρίου 1917 προνόμιον τοῦ Ὑπουργείου τῆς Ἐθνικῆς Οἰκονομίας. Ἐγγυᾶται ἡ τελεία θεραπεία. xyxy=(294,1889,726,1916)
paragraph: Τὸ ζήτημα τῆς ταχείας εἰσόδου τῆς Γερμανίας εἰς τὴν Κοινωνίαν τῶν Ἐθνῶν, τὸ ὁποῖον ἐνεφανίσθη τὴν τελευταίαν ὥραν μὲ τὴν στάσιν τῆς Βραζιλίας, ἀπασχολεῖ ὁλόκληρον τὸν ξένον Τύπον. xyxy=(40,578,358,633)
paragraph: Θρασυτάτη διάρρηξις διεπράχθη τὴν νύκτα εἰς τὸν Πειραιᾶ, εἰς κατάστημα τῆς ὁδοῦ Γούναρη. Οἱ διαρρῆκται ἀφήρεσαν ἐμπορεύματα σημαντικῆς ἀξίας. xyxy=(1040,2087,1290,2142)
paragraph: Διὰ Ν. Διατάγματος διανέμονται εἰς τὰ ἀγαθοεργὰ ἱδρύματα τοῦ Κράτους ἐπιχορηγήσεις ὡς ἑξῆς: εἰς τὸ Ὀρφανοτροφεῖον Ἀθηνῶν δρ. 250.000, εἰς τὸ Βρεφοκομεῖον δρ. 180.000, εἰς τὸ Πτωχοκομεῖον δρ. 120.000, εἰς τὸν Εὐαγγελισμὸν δρ. 100.000. xyxy=(768,1410,1023,1507)
ad-line: Ἰατρεῖον Θεραπευτήριον Ἀθηνῶν ὁδὸς Ι. ΠΡΟΜΠΟΝΑ xyxy=(346,2009,674,2022)
ad-line: ΑΠΕΡΓΗ xyxy=(412,380,576,421)
main-story-col-4 xyxy=(1358,396,1548,956)
paragraph: Συνελήφθη ὁ λωποδύτης Ν. Πετρόπουλος καταζητούμενος διὰ πολλὰς κλοπάς. Ἐκ τῆς ἀνακρίσεως προέκυψεν ὅτι οὗτος εἶχε διαπράξει καὶ ἄλλας διαρρήξεις. xyxy=(1304,1426,1548,1481)
headline: Η ΑΔΙΑΛΛΑΚΤΟΣ ΣΤΑΣΙΣ ΤΗΣ ΒΡΑΖΙΛΙΑΣ ΕΝΑΝΤΙ ΤΗΣ ΓΕΡΜΑΝΙΑΣ xyxy=(777,302,1539,326)
paragraph: Διὰ Ν. Διατάγματος διανέμονται εἰς τὰ ἀγαθοεργὰ ἱδρύματα τοῦ Κράτους ἐπιχορηγήσεις ὡς ἑξῆς: εἰς τὸ Ὀρφανοτροφεῖον Ἀθηνῶν δρ. 250.000, εἰς τὸ Βρεφοκομεῖον δρ. 180.000, εἰς τὸ Πτωχοκομεῖον δρ. 120.000, εἰς τὸν Εὐαγγελισμὸν δρ. 100.000. xyxy=(768,1678,1023,1775)
subheading: ΚΑΙ ΑΛΛΗ ΔΙΑΡΡΗΞΙΣ xyxy=(1357,1100,1495,1113)
paragraph: Ἐντεῦθεν ἀποσαφηνίζεται ἡ κρίσις ἡ ὁποία ἐδημιουργήθη εἰς τὴν Γενεύην. Ἡ ἀναβολὴ τῆς ἀποφάσεως ὀφείλεται εἰς τὴν ἀδιάλλακτον στάσιν τῆς Βραζιλίας ἐναντίον τῆς Γερμανίας. xyxy=(40,835,358,890)
paragraph: Ὁ ἐφευρέτης κ. Προμπονᾶς δέχεται καθ' ἑκάστην ἀπὸ 9—12 π.μ. καὶ 3—7 μ.μ. xyxy=(294,1921,726,1948)
ad-line: ΣΑΝΑΤΟΡΙΟΝ xyxy=(412,475,576,500)
paragraph: Ἐπληροφορήθημεν ὅτι τὸ ἀτμόπλοιον «Ἀθῆναι» ἀναχωρεῖ τὴν προσεχῆ Κυριακὴν διὰ Νέαν Ὑόρκην. Ἐπίσης ἀνεχώρησεν χθὲς διὰ Κρήτην τὸ ἀτμόπλοιον «Πατρίς». xyxy=(1304,1263,1548,1318)
bank-line: ΠΑΡΕΧΕΙ ΕΜΠΟΡΙΚΑΣ ΕΥΚΟΛΙΑΣ xyxy=(386,290,602,304)
ad-address: ΟΔΟΣ ΒΟΥΛΗΣ 7. xyxy=(93,1402,305,1427)
bank-line: ΠΑΣΑΝ ΤΡΑΠΕΖΙΤΙΚΗΝ ΕΡΓΑΣΙΑΝ xyxy=(401,252,587,263)
paragraph: Τὸ ζήτημα τῆς ταχείας εἰσόδου τῆς Γερμανίας εἰς τὴν Κοινωνίαν τῶν Ἐθνῶν, τὸ ὁποῖον ἐνεφανίσθη τὴν τελευταίαν ὥραν μὲ τὴν στάσιν τῆς Βραζιλίας, ἀπασχολεῖ ὁλόκληρον τὸν ξένον Τύπον. xyxy=(40,941,358,996)
paragraph: Συνελήφθη ὁ λωποδύτης Ν. Πετρόπουλος καταζητούμενος διὰ πολλὰς κλοπάς. Ἐκ τῆς ἀνακρίσεως προέκυψεν ὅτι οὗτος εἶχε διαπράξει καὶ ἄλλας διαρρήξεις. xyxy=(1304,1592,1548,1647)
paragraph: Ἐπίσης χθὲς ἄλλη διάρρηξις διεπράχθη εἰς τὸ κατάστημα τοῦ κ. Π. Κοσσέτη, ἐκ τοῦ ὁποίου ἀφῃρέθησαν ἐμπορεύματα ἀξίας 12.000 δρ. xyxy=(1304,1117,1548,1172)
paragraph: Ὁ Ἔβρος δὲν εἶναι ἁπλῶς σύνορον. Εἶναι ἡ ἀνατολικὴ πύλη τῆς χώρας καὶ ἡ κατάστασις ἐκεῖ ἀπαιτεῖ ἰδιαιτέραν προσοχήν. Αἱ ἀνάγκαι τῶν κατοίκων εἶναι πολλαὶ καὶ ἄμεσοι. xyxy=(40,455,358,510)
paragraph: ΑΡΧΙΔΟΓΙΣΤΗΣ διπλωματοῦχος Ἀνωτάτων Σχολῶν ἀναλαμβάνει τὴν τήρησιν βιβλίων καὶ τὴν σύνταξιν ἰσολογισμῶν. xyxy=(368,583,620,638)
paragraph: Διὰ τοῦ νόμου τοῦ 1917 καὶ ἀπὸ 18 Ἰανουαρίου 1917 προνόμιον τοῦ Ὑπουργείου τῆς Ἐθνικῆς Οἰκονομίας. Ἐγγυᾶται ἡ τελεία θεραπεία. xyxy=(294,1977,726,2004)
day-number: 18 xyxy=(182,264,216,292)
article-body xyxy=(628,545,756,689)
ad-line: ΕΠΙΣΚΕΦΘΗΤΕ xyxy=(430,341,558,360)
running-head-date: ΠΕΜΠΤΗ, 18 Μαρτίου 1926 xyxy=(40,144,244,160)
headline: ΠΩΣ ΕΝΑΥΓΗΣΕΝ Η ΣΥΝΟΔΟΣ ΤΗΣ ΚΟΙΝΩΝΙΑΣ ΤΩΝ ΕΘΝΩΝ xyxy=(847,270,1469,292)
paragraph: Χθὲς ἐπελάβοντο τῆς ὑποθέσεως οἱ ἀστυνομικοὶ καὶ συνέλαβον ἄτομα τὰ ὁποῖα ἔπαιζον εἰς καφενεῖον τῆς ὁδοῦ Πειραιῶς. xyxy=(768,2012,1030,2053)
headline: ΕΙΣ ΤΟΝ ΠΕΙΡΑΙΑ xyxy=(1090,1884,1240,1903)
ad-body xyxy=(284,1977,736,2005)
ad-line: Μεγάλη παρακαταθήκη δι' ἄμεσον παράδοσιν xyxy=(372,1586,648,1600)
paragraph: Οἱ ἐξ ἀναβολῆς κατατασσόμενοι τῆς κλάσεως 1924 καλοῦνται ὅπως παρουσιασθοῦν εἰς τὰ οἰκεῖα στρατολογικὰ γραφεῖα. xyxy=(40,895,358,936)
subheading: Η ΝΗΣΙΣ ΤΟΥ ΕΒΡΟΥ xyxy=(132,378,266,391)
paragraph: Κατὰ τὰς τελευταίας πληροφορίας, αἱ διαπραγματεύσεις διεκόπησαν ἀπροσδοκήτως. Οἱ ἀντιπρόσωποι τῆς Γερμανίας δηλοῦν ὅτι δὲν δύνανται νὰ ἀναμείνουν ἐπ' ἀόριστον. xyxy=(962,688,1152,785)
paragraph: Ἡ ἀναβολὴ τῆς Συνόδου θεωρεῖται βεβαία. Οἱ Τοῦρκοι, ἐπωφελούμενοι τῆς καταστάσεως, ἀνεθάρρησαν καὶ ἐγένοντο ἀδιάλλακτοι εἰς τὸ ζήτημα τῆς Μοσσούλης. xyxy=(1160,456,1350,539)
banner-text: ΤΕΛΕΥΤΑΙΑ ΩΡΑ xyxy=(844,180,1472,254)
ad-sositrichon: ΣΩΣΙΤΡΙΧΟΝ xyxy=(637,742,747,761)
ad-address: Πλατεῖα Κάνιγγος, 11 xyxy=(423,703,565,716)
paragraph: ΛΟΝΔΙΝΟΝ, 17 Μαρτίου. — Πληροφορίαι ἐκ Κωνσταντινουπόλεως ἀναφέρουν ὅτι ἡ Τουρκία δὲν θὰ προσέλθῃ εἰς τὴν Κοινωνίαν τῶν Ἐθνῶν ἐφ' ὅσον δὲν λυθῇ τὸ ζήτημα τῆς Μοσσούλης. xyxy=(1358,575,1548,686)
section-astynomika: ΑΣΤΥΝΟΜΙΚΑ xyxy=(1304,1323,1548,1348)
paragraph: Θρασυτάτη διάρρηξις διεπράχθη τὴν νύκτα εἰς τὸν Πειραιᾶ, εἰς κατάστημα τῆς ὁδοῦ Γούναρη. Οἱ διαρρῆκται ἀφήρεσαν ἐμπορεύματα σημαντικῆς ἀξίας. xyxy=(1040,1967,1290,2022)
right-news-column xyxy=(1304,960,1548,2250)
paragraph: Διὰ τοῦ νόμου τοῦ 1917 καὶ ἀπὸ 18 Ἰανουαρίου 1917 προνόμιον τοῦ Ὑπουργείου τῆς Ἐθνικῆς Οἰκονομίας. Ἐγγυᾶται ἡ τελεία θεραπεία. xyxy=(294,1857,726,1884)
paragraph: Τὸ σύνολον τῶν ἐπιχορηγήσεων ἀνέρχεται εἰς δρ. 5.817.000. Ἡ διανομὴ θὰ γίνῃ κατὰ τὸ τρέχον οἰκονομικὸν ἔτος. xyxy=(1033,1572,1288,1613)
story-col xyxy=(1033,1410,1288,1780)
ad-line: "ΑΘΗΝΑ", ΑΝΩΝ. ΕΤΑΙΡΙΑ ΑΥΤΟΚΙΝΗΤΩΝ xyxy=(315,1638,705,1658)
